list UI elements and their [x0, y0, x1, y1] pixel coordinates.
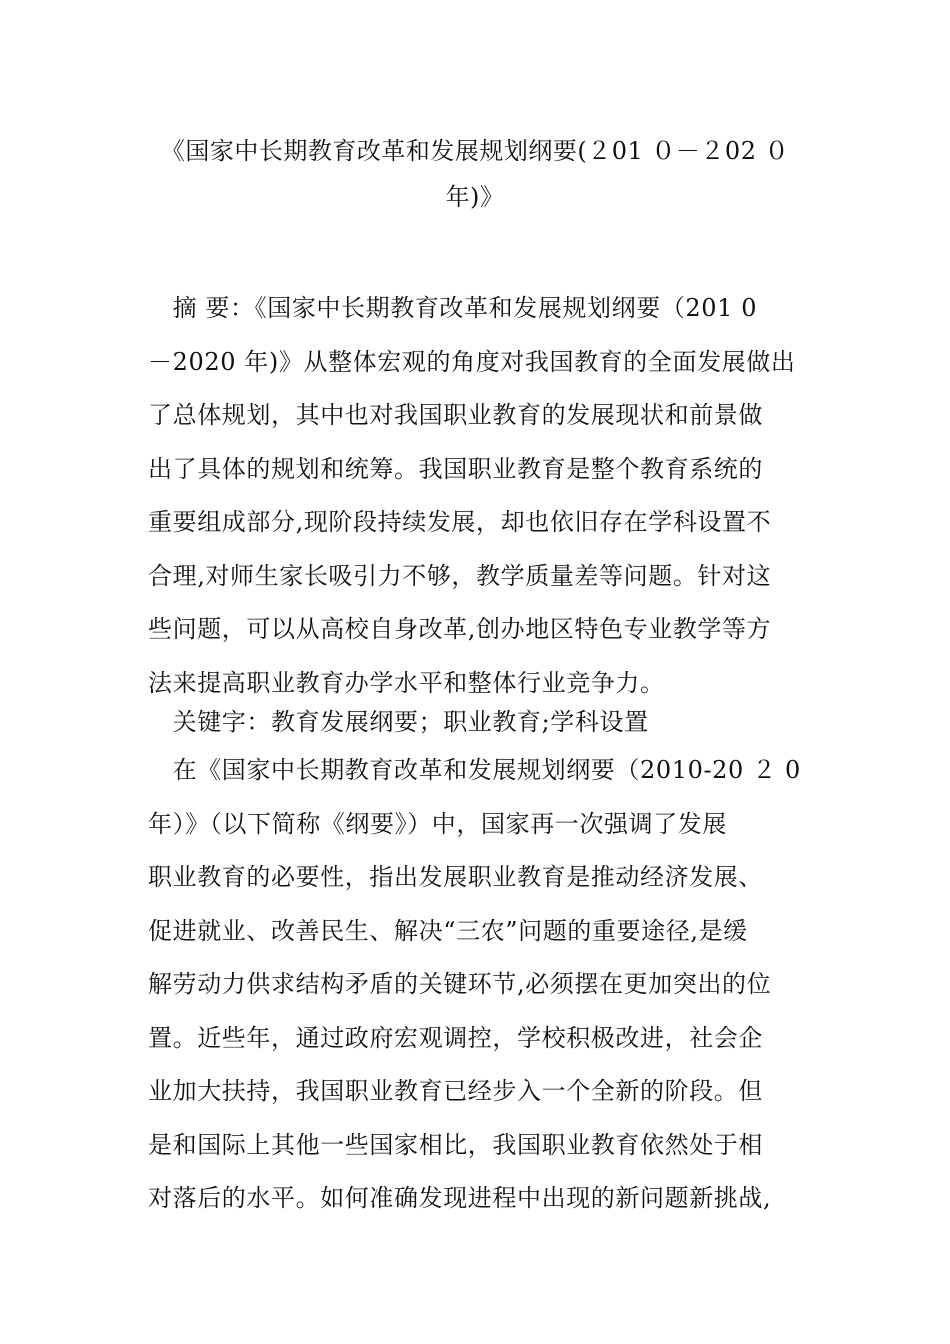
- paragraph-line: 是和国际上其他一些国家相比，我国职业教育依然处于相: [148, 1130, 763, 1159]
- abstract-section: [148, 282, 808, 710]
- abstract-line: 摘 要：《国家中长期教育改革和发展规划纲要（201 0: [148, 294, 758, 322]
- abstract-line: 出了具体的规划和统筹。我国职业教育是整个教育系统的: [148, 454, 763, 483]
- title-line-1: 《国家中长期教育改革和发展规划纲要(２01 ０－２02 ０: [160, 137, 790, 165]
- paragraph-line: 业加大扶持，我国职业教育已经步入一个全新的阶段。但: [148, 1077, 763, 1105]
- paragraph-line: 促进就业、改善民生、解决“三农”问题的重要途径,是缓: [148, 916, 748, 945]
- paragraph-line: 职业教育的必要性，指出发展职业教育是推动经济发展、: [148, 863, 763, 891]
- keywords-section: [148, 696, 808, 750]
- paragraph-line: 年）》（以下简称《纲要》）中，国家再一次强调了发展: [148, 809, 727, 838]
- paragraph-line: 在《国家中长期教育改革和发展规划纲要（2010-20 ２ 0: [148, 756, 801, 784]
- abstract-line: 了总体规划，其中也对我国职业教育的发展现状和前景做: [148, 401, 763, 429]
- abstract-line: －2020 年)》从整体宏观的角度对我国教育的全面发展做出: [148, 347, 796, 376]
- paragraph-line: 置。近些年，通过政府宏观调控，学校积极改进，社会企: [148, 1023, 763, 1052]
- keywords-line: 关键字：教育发展纲要；职业教育;学科设置: [148, 708, 649, 736]
- paragraph-line: 解劳动力供求结构矛盾的关键环节,必须摆在更加突出的位: [148, 970, 772, 998]
- document-title: [150, 128, 800, 220]
- abstract-line: 些问题，可以从高校自身改革,创办地区特色专业教学等方: [148, 615, 772, 643]
- abstract-line: 法来提高职业教育办学水平和整体行业竞争力。: [148, 668, 665, 697]
- body-paragraph: [148, 744, 808, 1226]
- abstract-line: 合理,对师生家长吸引力不够，教学质量差等问题。针对这: [148, 561, 772, 590]
- abstract-line: 重要组成部分,现阶段持续发展，却也依旧存在学科设置不: [148, 508, 772, 536]
- paragraph-line: 对落后的水平。如何准确发现进程中出现的新问题新挑战,: [148, 1184, 772, 1212]
- title-line-2: 年)》: [445, 183, 505, 211]
